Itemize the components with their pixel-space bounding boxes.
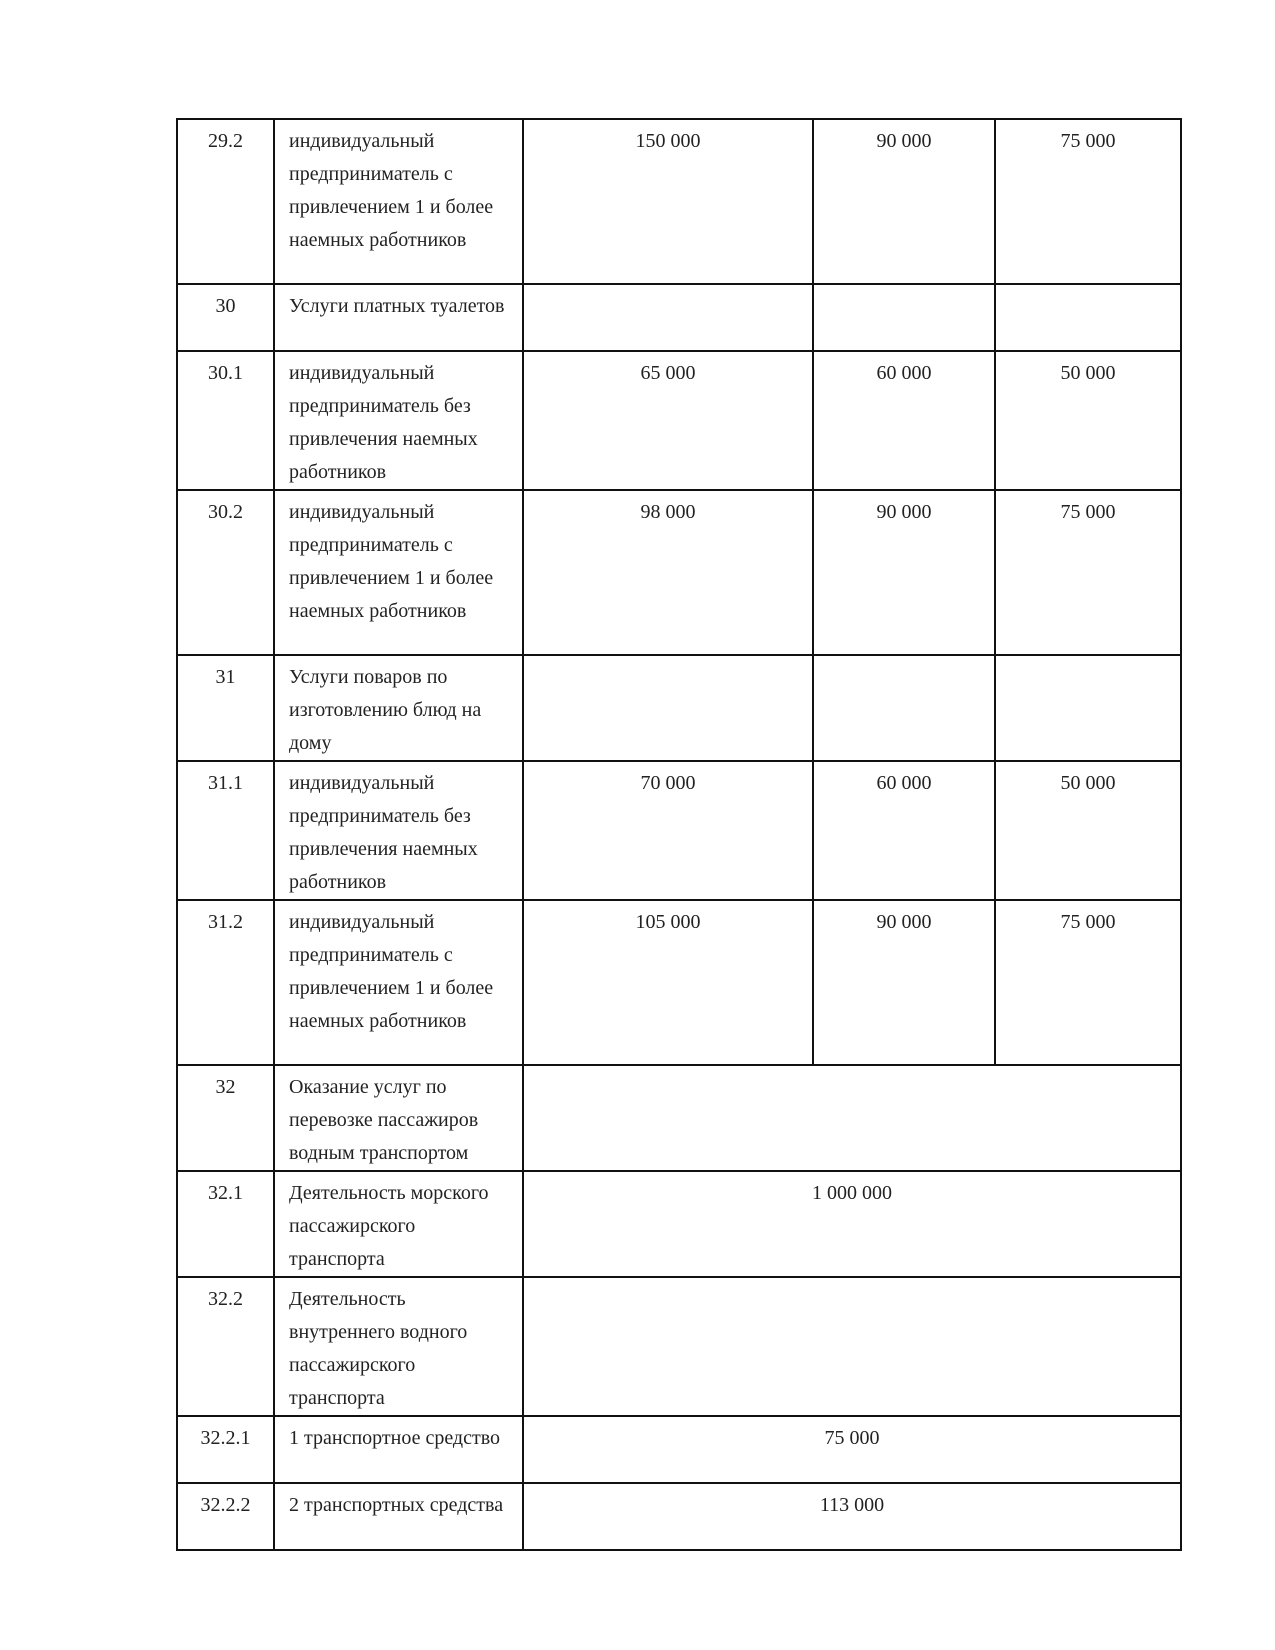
row-number: 30.2 [177, 490, 274, 655]
value-cell: 90 000 [813, 490, 995, 655]
value-cell [813, 284, 995, 351]
value-cell: 98 000 [523, 490, 813, 655]
row-description: Услуги поваров по изготовлению блюд на дому [274, 655, 523, 761]
value-cell: 150 000 [523, 119, 813, 284]
value-cell: 105 000 [523, 900, 813, 1065]
value-cell [995, 284, 1181, 351]
value-cell [523, 284, 813, 351]
merged-value-cell: 1 000 000 [523, 1171, 1181, 1277]
tariff-table [176, 118, 1182, 1551]
row-description: индивидуальный предприниматель без привлечения наемных работников [274, 761, 523, 900]
value-cell: 90 000 [813, 119, 995, 284]
merged-value-cell [523, 1277, 1181, 1416]
merged-value-cell: 75 000 [523, 1416, 1181, 1483]
row-number: 32 [177, 1065, 274, 1171]
row-description: Деятельность морского пассажирского транспорта [274, 1171, 523, 1277]
value-cell: 50 000 [995, 761, 1181, 900]
table-row [177, 1483, 1181, 1550]
row-description: Услуги платных туалетов [274, 284, 523, 351]
value-cell: 60 000 [813, 761, 995, 900]
value-cell: 65 000 [523, 351, 813, 490]
row-number: 30 [177, 284, 274, 351]
table-row [177, 1277, 1181, 1416]
value-cell [995, 655, 1181, 761]
row-description: 2 транспортных средства [274, 1483, 523, 1550]
row-description: 1 транспортное средство [274, 1416, 523, 1483]
value-cell: 60 000 [813, 351, 995, 490]
table-row [177, 1171, 1181, 1277]
value-cell [813, 655, 995, 761]
merged-value-cell: 113 000 [523, 1483, 1181, 1550]
table-row [177, 1416, 1181, 1483]
table-row [177, 655, 1181, 761]
row-number: 32.2 [177, 1277, 274, 1416]
row-description: Оказание услуг по перевозке пассажиров водным транспортом [274, 1065, 523, 1171]
table-row [177, 761, 1181, 900]
table-row [177, 490, 1181, 655]
table-row [177, 1065, 1181, 1171]
row-description: индивидуальный предприниматель с привлечением 1 и более наемных работников [274, 119, 523, 284]
value-cell: 75 000 [995, 490, 1181, 655]
row-description: индивидуальный предприниматель с привлечением 1 и более наемных работников [274, 490, 523, 655]
row-number: 31 [177, 655, 274, 761]
row-number: 29.2 [177, 119, 274, 284]
row-number: 31.2 [177, 900, 274, 1065]
row-description: индивидуальный предприниматель без привлечения наемных работников [274, 351, 523, 490]
value-cell [523, 655, 813, 761]
value-cell: 70 000 [523, 761, 813, 900]
row-number: 32.1 [177, 1171, 274, 1277]
row-description: индивидуальный предприниматель с привлечением 1 и более наемных работников [274, 900, 523, 1065]
table-row [177, 900, 1181, 1065]
table-row [177, 119, 1181, 284]
value-cell: 75 000 [995, 119, 1181, 284]
row-number: 32.2.2 [177, 1483, 274, 1550]
row-description: Деятельность внутреннего водного пассажирского транспорта [274, 1277, 523, 1416]
table-row [177, 351, 1181, 490]
merged-value-cell [523, 1065, 1181, 1171]
row-number: 30.1 [177, 351, 274, 490]
value-cell: 75 000 [995, 900, 1181, 1065]
value-cell: 90 000 [813, 900, 995, 1065]
row-number: 32.2.1 [177, 1416, 274, 1483]
value-cell: 50 000 [995, 351, 1181, 490]
row-number: 31.1 [177, 761, 274, 900]
table-row [177, 284, 1181, 351]
